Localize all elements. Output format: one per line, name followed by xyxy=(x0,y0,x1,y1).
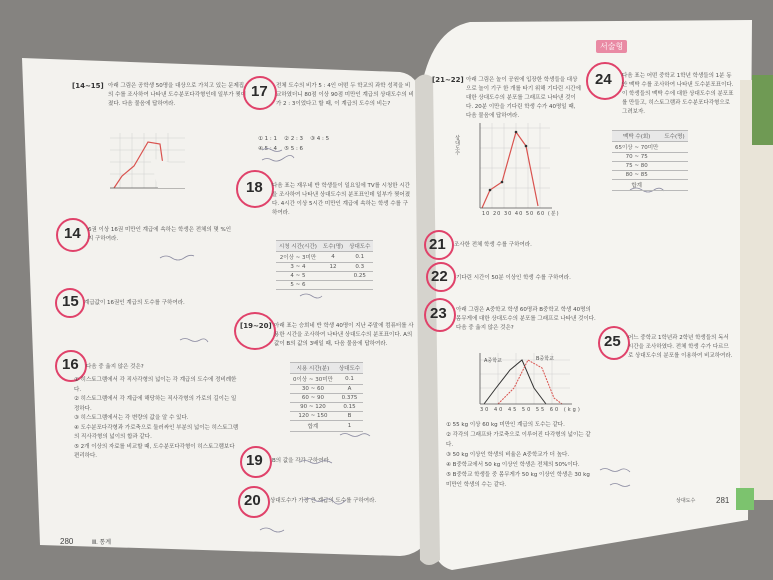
table-cell xyxy=(661,171,687,180)
table-cell: 4 ~ 5 xyxy=(276,272,320,281)
q17-option-3[interactable]: ③ 4 : 5 xyxy=(310,136,330,142)
q18-text: 다음 표는 재우네 반 학생들이 일요일에 TV를 시청한 시간을 조사하여 나타낸 상대도수의 분포표인데 일부가 찢어졌다. 4시간 이상 5시간 미만인 계급에 속하는 학생 수를 구하여라. xyxy=(272,183,411,216)
tick: 40 xyxy=(514,211,524,217)
left-page-number: 280 xyxy=(60,537,74,546)
table-cell: 3 ~ 4 xyxy=(276,263,320,272)
tick: 45 xyxy=(507,407,519,413)
table-header: 상대도수 xyxy=(336,363,363,374)
table-cell xyxy=(661,180,687,191)
q16-option-4[interactable]: ④ 도수분포다각형과 가로축으로 둘러싸인 부분의 넓이는 히스토그램의 직사각형의 넓이의 합과 같다. xyxy=(74,424,239,440)
q17-text: 전체 도수의 비가 5 : 4인 어떤 두 학교의 과학 성적을 비교하였더니 80점 이상 90점 미만인 계급의 상대도수의 비가 2 : 3이었다고 할 때, 이 계급의 도수의 비는? xyxy=(276,83,414,107)
q23-option-2[interactable]: ② 각각의 그래프와 가로축으로 이루어진 다각형의 넓이는 같다. xyxy=(446,432,591,448)
q16-option-5[interactable]: ⑤ 2개 이상의 자료를 비교할 때, 도수분포다각형이 히스토그램보다 편리하다. xyxy=(74,443,235,459)
q16-number: 16 xyxy=(62,356,79,373)
right-page-label: 상대도수 xyxy=(676,498,696,504)
q24-number: 24 xyxy=(595,71,612,88)
table-cell: 30 ~ 60 xyxy=(290,385,336,394)
table-cell: 75 ~ 80 xyxy=(612,162,661,171)
right-page-number: 281 xyxy=(716,496,730,505)
table-cell: 12 xyxy=(320,263,346,272)
left-page-label: Ⅲ. 통계 xyxy=(92,540,112,546)
section-text-21-22: 아래 그림은 놀이 공원에 입장한 학생들을 대상으로 놀이 기구 한 개를 타기 위해 기다린 시간에 대한 상대도수의 분포를 그래프로 나타낸 것이다. 20분 이만을 기다린 학생 수가 40명일 때, 다음 물음에 답하여라. xyxy=(466,77,581,119)
q17-option-4[interactable]: ④ 5 : 4 xyxy=(258,146,278,152)
q23-number: 23 xyxy=(430,305,447,322)
table-cell: 70 ~ 75 xyxy=(612,153,661,162)
graph2-label-a: A중학교 xyxy=(484,358,502,364)
q21-text: 조사한 전체 학생 수를 구하여라. xyxy=(454,242,532,248)
q19-number: 19 xyxy=(246,452,263,469)
q23-options xyxy=(446,420,594,490)
table-cell: 0.3 xyxy=(346,263,373,272)
table-cell: 5 ~ 6 xyxy=(276,281,320,290)
q18-number: 18 xyxy=(246,179,263,196)
tick: (kg) xyxy=(563,407,582,413)
q25-number: 25 xyxy=(604,333,621,350)
section-text-14-15: 아래 그림은 공학생 50명을 대상으로 가치고 있는 문제집의 수를 조사하여 나타낸 도수분포다각형인데 일부가 찢어졌다. 다음 물음에 답하여라. xyxy=(108,83,247,107)
tick: 60 xyxy=(549,407,561,413)
q23-option-5[interactable]: ⑤ B중학교 학생들 중 몸무게가 50 kg 이상인 학생은 30 kg 미만인 학생의 수는 같다. xyxy=(446,472,590,488)
table-cell xyxy=(661,153,687,162)
table-cell: 90 ~ 120 xyxy=(290,403,336,412)
q20-text: 상대도수가 가장 큰 계급의 도수를 구하여라. xyxy=(270,498,377,504)
section-header-19-20: [19~20] xyxy=(240,322,272,330)
q14-text: 6권 이상 16권 미만인 계급에 속하는 학생은 전체의 몇 %인지 구하여라. xyxy=(88,227,232,242)
q18-h3: 상대도수 xyxy=(346,241,373,252)
q18-h1: 시청 시간(시간) xyxy=(276,241,320,252)
tick: 30 xyxy=(480,407,491,413)
q16-option-2[interactable]: ② 히스토그램에서 각 계급에 해당하는 직사각형의 가로의 길이는 일정하다. xyxy=(74,396,237,412)
graph1-ylabel: 상대도수 xyxy=(454,135,460,155)
q15-text: 계급값이 16권인 계급의 도수를 구하여라. xyxy=(84,300,185,306)
q15-number: 15 xyxy=(62,293,79,310)
q17-option-5[interactable]: ⑤ 5 : 6 xyxy=(284,146,304,152)
q17-number: 17 xyxy=(251,83,268,100)
table-cell: 2이상 ~ 3미만 xyxy=(276,252,320,263)
tick: 50 xyxy=(525,211,535,217)
table-header: 맥박 수(회) xyxy=(612,131,661,142)
table-cell: 0.25 xyxy=(346,272,373,281)
q23-option-4[interactable]: ④ B중학교에서 50 kg 이상인 학생은 전체의 50%이다. xyxy=(446,462,580,468)
tick: (분) xyxy=(547,211,560,217)
section-header-21-22: [21~22] xyxy=(432,76,464,84)
q16-option-1[interactable]: ① 히스토그램에서 각 직사각형의 넓이는 각 계급의 도수에 정비례한다. xyxy=(74,377,237,393)
q19-text: B의 값을 각각 구하여라. xyxy=(272,458,331,464)
q22-text: 기다린 시간이 50분 이상인 학생 수를 구하여라. xyxy=(456,275,571,281)
table-cell: 합계 xyxy=(612,180,661,191)
q22-number: 22 xyxy=(431,268,448,285)
tick: 40 xyxy=(493,407,505,413)
q21-number: 21 xyxy=(429,236,446,253)
q24-text: 다음 표는 어떤 중학교 1학년 학생들의 1분 동안 맥박 수를 조사하여 나타낸 도수분포표이다. 이 학생들의 맥박 수에 대한 상대도수의 분포표를 만들고, 히스토그램과 도수분포다각형으로 그려보자. xyxy=(622,73,734,115)
tick: 20 xyxy=(492,211,502,217)
graph1-xticks xyxy=(482,210,560,217)
table-cell: 80 ~ 85 xyxy=(612,171,661,180)
q17-option-2[interactable]: ② 2 : 3 xyxy=(284,136,304,142)
table-cell: 0.15 xyxy=(336,403,363,412)
table-cell xyxy=(661,162,687,171)
q16-text: 다음 중 옳지 않은 것은? xyxy=(86,364,144,370)
table-cell: 합계 xyxy=(290,421,336,432)
page-tab: 서술형 xyxy=(596,40,627,53)
tick: 30 xyxy=(503,211,513,217)
table-cell: B xyxy=(336,412,363,421)
q24-table xyxy=(612,130,688,191)
table-cell: 120 ~ 150 xyxy=(290,412,336,421)
q16-option-3[interactable]: ③ 히스토그램에서는 각 변량의 값을 알 수 있다. xyxy=(74,415,189,421)
table-header: 도수(명) xyxy=(661,131,687,142)
table-cell: 65이상 ~ 70미만 xyxy=(612,142,661,153)
q23-option-1[interactable]: ① 55 kg 이상 60 kg 미만인 계급의 도수는 같다. xyxy=(446,422,565,428)
table-cell: 0.1 xyxy=(336,374,363,385)
table-cell: 60 ~ 90 xyxy=(290,394,336,403)
table-cell: 1 xyxy=(336,421,363,432)
table-cell: 0.1 xyxy=(346,252,373,263)
section-text-19-20: 아래 표는 승희네 반 학생 40명이 지난 주말에 컴퓨터를 사용한 시간을 조사하여 나타낸 상대도수의 분포표이다. A의 값이 B의 값의 3배일 때, 다음 물음에 답하여라. xyxy=(274,323,414,347)
graph2-label-b: B중학교 xyxy=(536,356,554,362)
q25-text: 어느 중학교 1학년과 2학년 학생들의 독서 시간을 조사하였다. 전체 학생 수가 다르므로 상대도수의 분포를 이용하여 비교하여라. xyxy=(628,335,733,359)
tick: 55 xyxy=(535,407,547,413)
table-cell: A xyxy=(336,385,363,394)
tick: 60 xyxy=(536,211,546,217)
graph2-xticks xyxy=(480,407,582,413)
q17-option-1[interactable]: ① 1 : 1 xyxy=(258,136,278,142)
q14-number: 14 xyxy=(64,225,81,242)
table-cell xyxy=(661,142,687,153)
q23-option-3[interactable]: ③ 50 kg 이상인 학생의 비율은 A중학교가 더 높다. xyxy=(446,452,570,458)
tick: 10 xyxy=(482,211,491,217)
table-cell: 0이상 ~ 30미만 xyxy=(290,374,336,385)
table-cell: 0.375 xyxy=(336,394,363,403)
section-header-14-15: [14~15] xyxy=(72,82,104,90)
tick: 50 xyxy=(521,407,533,413)
table-cell: 4 xyxy=(320,252,346,263)
table-header: 시용 시간(분) xyxy=(290,363,336,374)
q20-number: 20 xyxy=(244,492,261,509)
q18-h2: 도수(명) xyxy=(320,241,346,252)
q23-text: 아래 그림은 A중학교 학생 60명과 B중학교 학생 40명의 몸무게에 대한 상대도수의 분포를 그래프로 나타낸 것이다. 다음 중 옳지 않은 것은? xyxy=(456,307,596,331)
